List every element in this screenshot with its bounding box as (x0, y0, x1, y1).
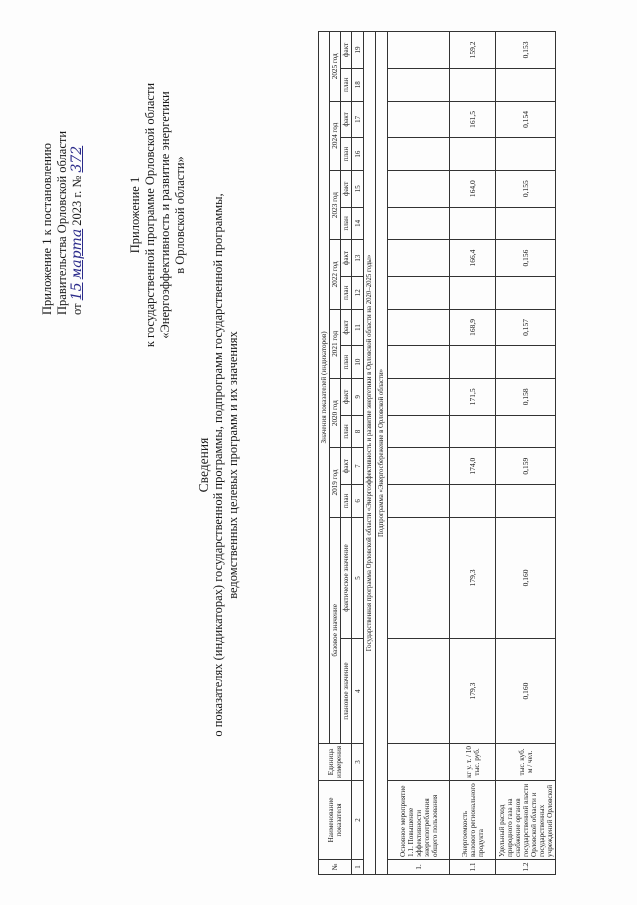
row-number: 1.1 (450, 860, 496, 875)
indicator-value (496, 415, 556, 448)
program-title: Государственная программа Орловской области «Энергоэффективность и развитие энергетики в Орловской области на 2020–2025 годы» (364, 32, 376, 875)
indicator-value: 0,160 (496, 639, 556, 744)
appendix-decree-block (40, 55, 85, 315)
header-plan: план (341, 415, 352, 448)
header-unit: Единица измерения (319, 743, 352, 780)
indicator-value: 0,159 (496, 448, 556, 485)
row-number: 1.2 (496, 860, 556, 875)
row-number: 1. (388, 860, 450, 875)
col-number: 15 (352, 170, 364, 207)
subprogram-row (376, 32, 388, 875)
header-plan: план (341, 485, 352, 518)
col-number: 7 (352, 448, 364, 485)
indicator-value (496, 68, 556, 101)
col-number: 9 (352, 378, 364, 415)
header-fact: факт (341, 309, 352, 346)
indicator-value (450, 346, 496, 379)
indicator-unit (388, 743, 450, 780)
indicator-value: 0,160 (496, 517, 556, 639)
indicator-value (450, 415, 496, 448)
col-number: 8 (352, 415, 364, 448)
indicator-value (450, 207, 496, 240)
indicator-value (388, 240, 450, 277)
header-year-2020: 2020 год (330, 378, 341, 447)
indicator-value: 0,153 (496, 32, 556, 69)
header-plan: план (341, 346, 352, 379)
indicator-value (496, 346, 556, 379)
title-line3: ведомственных целевых программ и их значениях (226, 331, 240, 599)
header-values: Значения показателей (индикаторов) (319, 32, 330, 744)
col-number: 19 (352, 32, 364, 69)
indicator-value (496, 485, 556, 518)
col-number: 11 (352, 309, 364, 346)
title-line2: о показателях (индикаторах) государственной программы, подпрограмм государственной программы, (211, 193, 225, 737)
col-number: 1 (352, 860, 364, 875)
column-number-row (352, 32, 364, 875)
header-plan: план (341, 276, 352, 309)
indicator-value: 0,155 (496, 170, 556, 207)
header-fact: факт (341, 448, 352, 485)
indicator-value: 0,158 (496, 378, 556, 415)
indicator-value (388, 276, 450, 309)
indicator-value (496, 138, 556, 171)
header-plan: план (341, 207, 352, 240)
appendix-decree-line1: Приложение 1 к постановлению (40, 143, 54, 315)
appendix-program-line3: «Энергоэффективность и развитие энергетики (158, 91, 172, 339)
indicator-value (450, 68, 496, 101)
indicators-table (318, 31, 556, 875)
indicator-name: Удельный расход природного газа на снабжение органов государственной власти Орловской области и государственных учреждений Орловской (496, 781, 556, 860)
indicator-unit: тыс. куб. м / чел. (496, 743, 556, 780)
indicator-value (450, 276, 496, 309)
header-name: Наименование показателя (319, 781, 352, 860)
header-plan: план (341, 68, 352, 101)
col-number: 17 (352, 101, 364, 138)
table-row (496, 32, 556, 875)
indicator-value: 161,5 (450, 101, 496, 138)
col-number: 2 (352, 781, 364, 860)
decree-number: 372 (69, 145, 85, 173)
indicator-value (388, 517, 450, 639)
document-title (196, 155, 241, 775)
indicator-value (496, 207, 556, 240)
title-line1: Сведения (196, 437, 211, 493)
date-month: марта (69, 228, 85, 280)
indicator-value: 168,9 (450, 309, 496, 346)
header-plan-base: плановое значение (341, 639, 352, 744)
appendix-decree-date: от 15 марта 2023 г. № 372 (69, 145, 85, 315)
date-day: 15 (69, 282, 85, 301)
header-no: № (319, 860, 352, 875)
indicator-value: 0,154 (496, 101, 556, 138)
table-row (450, 32, 496, 875)
header-fact: факт (341, 101, 352, 138)
indicator-value (388, 101, 450, 138)
col-number: 13 (352, 240, 364, 277)
appendix-program-line2: к государственной программе Орловской области (143, 82, 157, 348)
indicator-value (388, 448, 450, 485)
col-number: 14 (352, 207, 364, 240)
col-number: 10 (352, 346, 364, 379)
indicator-value (388, 378, 450, 415)
header-year-2025: 2025 год (330, 32, 341, 102)
indicator-value (388, 138, 450, 171)
indicator-value (388, 68, 450, 101)
indicator-name: Основное мероприятие 1.1. Повышение эффективности энергопотребления общего пользования (388, 781, 450, 860)
appendix-program-line1: Приложение 1 (128, 176, 142, 254)
col-number: 12 (352, 276, 364, 309)
program-row (364, 32, 376, 875)
appendix-decree-line2: Правительства Орловской области (55, 130, 69, 315)
col-number: 16 (352, 138, 364, 171)
col-number: 4 (352, 639, 364, 744)
indicator-value (388, 207, 450, 240)
indicator-value (496, 276, 556, 309)
appendix-program-line4: в Орловской области» (173, 156, 187, 274)
header-year-2023: 2023 год (330, 170, 341, 239)
indicator-value: 0,156 (496, 240, 556, 277)
indicator-value: 171,5 (450, 378, 496, 415)
indicator-value (450, 485, 496, 518)
indicator-value (388, 309, 450, 346)
indicator-value (388, 346, 450, 379)
header-fact: факт (341, 170, 352, 207)
header-fact: факт (341, 32, 352, 69)
indicator-value: 179,3 (450, 517, 496, 639)
table-row (388, 32, 450, 875)
indicator-value (388, 32, 450, 69)
indicator-value (388, 485, 450, 518)
indicator-value (388, 415, 450, 448)
indicator-value: 164,0 (450, 170, 496, 207)
header-year-2021: 2021 год (330, 309, 341, 378)
header-fact: факт (341, 240, 352, 277)
indicator-value (450, 138, 496, 171)
header-year-2022: 2022 год (330, 240, 341, 309)
col-number: 6 (352, 485, 364, 518)
header-year-2024: 2024 год (330, 101, 341, 170)
indicator-value: 174,0 (450, 448, 496, 485)
date-year: 2023 г. (70, 190, 84, 226)
header-year-2019: 2019 год (330, 448, 341, 517)
indicator-name: Энергоемкость валового регионального продукта (450, 781, 496, 860)
indicator-value: 159,2 (450, 32, 496, 69)
subprogram-title: Подпрограмма «Энергосбережение в Орловской области» (376, 32, 388, 875)
header-plan: план (341, 138, 352, 171)
indicator-unit: кг у. т. / 10 тыс. руб. (450, 743, 496, 780)
indicator-value: 179,3 (450, 639, 496, 744)
appendix-program-block (128, 45, 188, 385)
indicator-value: 166,4 (450, 240, 496, 277)
col-number: 5 (352, 517, 364, 639)
indicator-value (388, 639, 450, 744)
header-fact-base: фактическое значение (341, 517, 352, 639)
indicator-value (388, 170, 450, 207)
indicator-value: 0,157 (496, 309, 556, 346)
col-number: 3 (352, 743, 364, 780)
header-fact: факт (341, 378, 352, 415)
header-base: базовое значение (330, 517, 341, 743)
col-number: 18 (352, 68, 364, 101)
